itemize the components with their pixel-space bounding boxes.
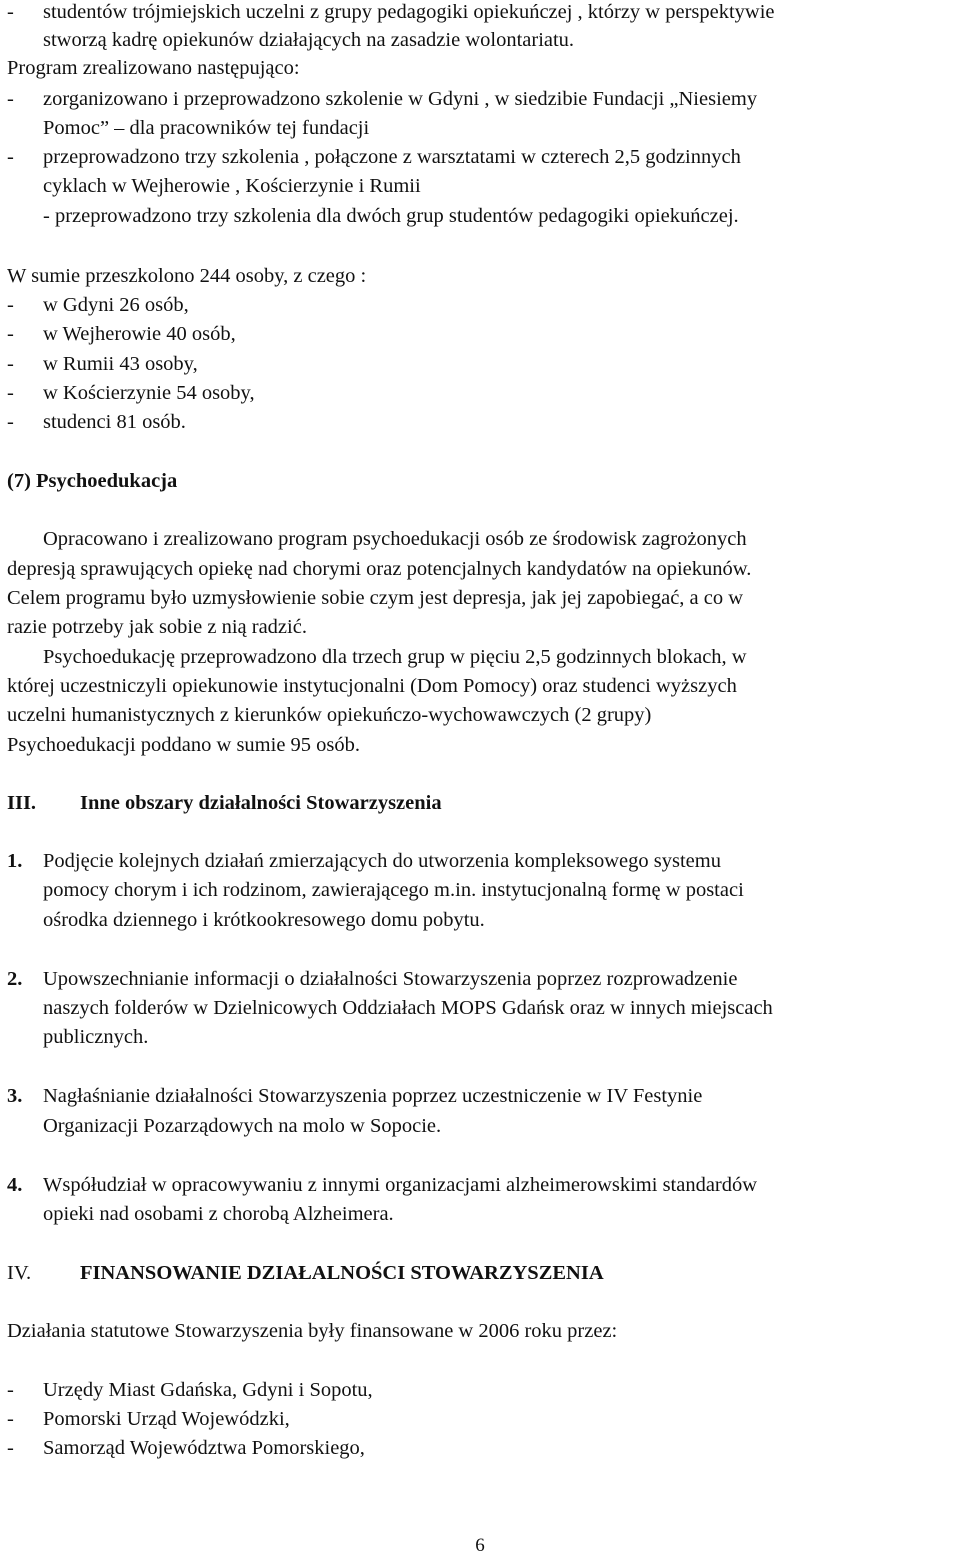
section-numeral: III. [7,792,37,814]
page-number: 6 [475,1535,485,1556]
section-numeral: IV. [7,1262,32,1284]
numbered-item-line: Podjęcie kolejnych działań zmierzających do utworzenia kompleksowego systemu [43,850,721,872]
summary-item: studenci 81 osób. [43,411,186,433]
paragraph-line: Psychoedukację przeprowadzono dla trzech grup w pięciu 2,5 godzinnych blokach, w [43,646,747,668]
list-dash: - [7,146,14,168]
paragraph-line: razie potrzeby jak sobie z nią radzić. [7,616,307,638]
program-item-line: Pomoc” – dla pracowników tej fundacji [43,117,370,139]
numbered-item-line: Upowszechnianie informacji o działalności Stowarzyszenia poprzez rozprowadzenie [43,968,738,990]
program-item-line: cyklach w Wejherowie , Kościerzynie i Rumii [43,175,421,197]
numbered-item-line: Nagłaśnianie działalności Stowarzyszenia poprzez uczestniczenie w IV Festynie [43,1085,703,1107]
section-title: FINANSOWANIE DZIAŁALNOŚCI STOWARZYSZENIA [80,1262,604,1284]
program-item-line: zorganizowano i przeprowadzono szkolenie w Gdyni , w siedzibie Fundacji „Niesiemy [43,88,758,110]
numbered-item-line: publicznych. [43,1026,149,1048]
item-number: 3. [7,1085,23,1107]
program-item-line: - przeprowadzono trzy szkolenia dla dwóch grup studentów pedagogiki opiekuńczej. [43,205,739,227]
summary-item: w Rumii 43 osoby, [43,353,198,375]
item-number: 2. [7,968,23,990]
funding-item: Pomorski Urząd Wojewódzki, [43,1408,290,1430]
paragraph-line: której uczestniczyli opiekunowie instytucjonalni (Dom Pomocy) oraz studenci wyższych [7,675,737,697]
program-intro: Program zrealizowano następująco: [7,57,300,79]
numbered-item-line: Organizacji Pozarządowych na molo w Sopocie. [43,1115,442,1137]
paragraph-line: Psychoedukacji poddano w sumie 95 osób. [7,734,361,756]
list-dash: - [7,294,14,316]
funding-intro: Działania statutowe Stowarzyszenia były finansowane w 2006 roku przez: [7,1320,618,1342]
list-dash: - [7,382,14,404]
program-item-line: przeprowadzono trzy szkolenia , połączone z warsztatami w czterech 2,5 godzinnych [43,146,741,168]
numbered-item-line: pomocy chorym i ich rodzinom, zawierającego m.in. instytucjonalną formę w postaci [43,879,744,901]
funding-item: Urzędy Miast Gdańska, Gdyni i Sopotu, [43,1379,373,1401]
intro-line: stworzą kadrę opiekunów działających na zasadzie wolontariatu. [43,29,575,51]
item-number: 1. [7,850,23,872]
intro-line: studentów trójmiejskich uczelni z grupy pedagogiki opiekuńczej , którzy w perspektywie [43,1,775,23]
list-dash: - [7,1,14,23]
paragraph-line: uczelni humanistycznych z kierunków opiekuńczo-wychowawczych (2 grupy) [7,704,652,726]
list-dash: - [7,411,14,433]
item-number: 4. [7,1174,23,1196]
summary-item: w Gdyni 26 osób, [43,294,189,316]
summary-item: w Wejherowie 40 osób, [43,323,236,345]
paragraph-line: Opracowano i zrealizowano program psychoedukacji osób ze środowisk zagrożonych [43,528,747,550]
paragraph-line: depresją sprawujących opiekę nad chorymi oraz potencjalnych kandydatów na opiekunów. [7,558,752,580]
list-dash: - [7,353,14,375]
list-dash: - [7,323,14,345]
numbered-item-line: naszych folderów w Dzielnicowych Oddziałach MOPS Gdańsk oraz w innych miejscach [43,997,773,1019]
section-title: Inne obszary działalności Stowarzyszenia [80,792,442,814]
summary-intro: W sumie przeszkolono 244 osoby, z czego : [7,265,367,287]
paragraph-line: Celem programu było uzmysłowienie sobie czym jest depresja, jak jej zapobiegać, a co w [7,587,744,609]
funding-item: Samorząd Województwa Pomorskiego, [43,1437,365,1459]
summary-item: w Kościerzynie 54 osoby, [43,382,255,404]
list-dash: - [7,88,14,110]
list-dash: - [7,1437,14,1459]
numbered-item-line: ośrodka dziennego i krótkookresowego domu pobytu. [43,909,485,931]
list-dash: - [7,1379,14,1401]
list-dash: - [7,1408,14,1430]
section-heading: (7) Psychoedukacja [7,470,178,492]
numbered-item-line: Współudział w opracowywaniu z innymi organizacjami alzheimerowskimi standardów [43,1174,758,1196]
numbered-item-line: opieki nad osobami z chorobą Alzheimera. [43,1203,394,1225]
